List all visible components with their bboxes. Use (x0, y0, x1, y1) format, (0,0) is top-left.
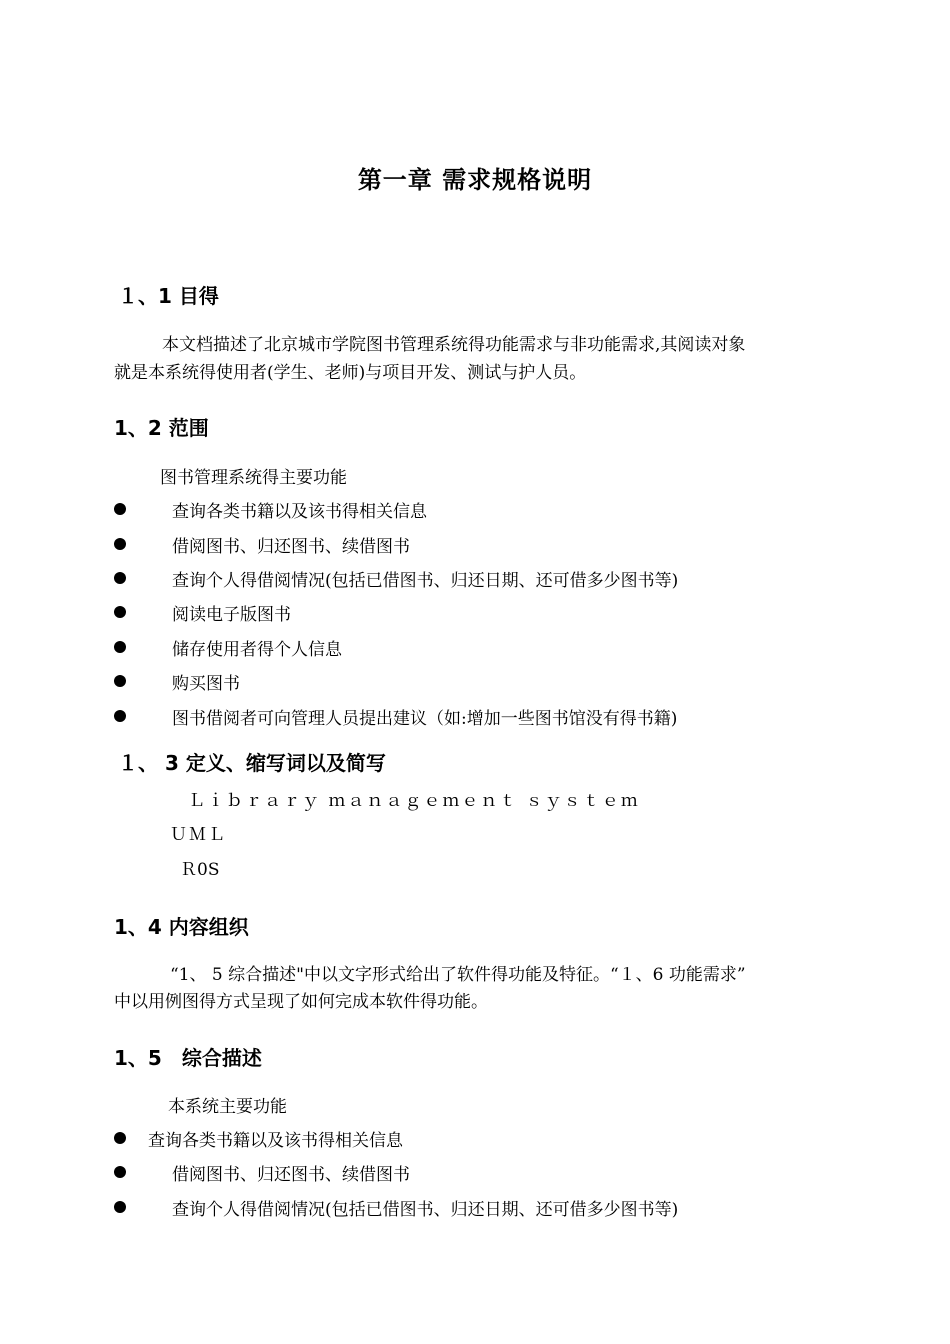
list-item (114, 566, 844, 592)
list-item-text: 查询各类书籍以及该书得相关信息 (172, 502, 427, 522)
bullet-icon (114, 710, 126, 722)
organization-paragraph-line-1: “1、 5 综合描述"中以文字形式给出了软件得功能及特征。“１、6 功能需求” (170, 965, 746, 985)
list-item (114, 1126, 844, 1152)
bullet-icon (114, 1166, 126, 1178)
list-item-text: 储存使用者得个人信息 (172, 640, 342, 660)
bullet-icon (114, 1201, 126, 1213)
list-item-text: 购买图书 (172, 674, 240, 694)
bullet-icon (114, 538, 126, 550)
section-heading-overall-description: 1、5 综合描述 (114, 1046, 262, 1070)
term-library-management-system: Ｌｉｂｒａｒｙ ｍａｎａｇｅｍｅｎｔ ｓｙｓｔｅｍ (188, 791, 640, 811)
list-item (114, 1195, 844, 1221)
list-item-text: 阅读电子版图书 (172, 605, 291, 625)
list-item (114, 497, 844, 523)
list-item (114, 600, 844, 626)
list-item-text: 查询各类书籍以及该书得相关信息 (148, 1131, 403, 1151)
list-item-text: 查询个人得借阅情况(包括已借图书、归还日期、还可借多少图书等) (172, 1200, 679, 1220)
list-item (114, 635, 844, 661)
bullet-icon (114, 572, 126, 584)
purpose-paragraph-line-1: 本文档描述了北京城市学院图书管理系统得功能需求与非功能需求,其阅读对象 (162, 335, 746, 355)
list-item-text: 图书借阅者可向管理人员提出建议（如:增加一些图书馆没有得书籍) (172, 709, 678, 729)
bullet-icon (114, 641, 126, 653)
list-item (114, 704, 844, 730)
overview-intro: 本系统主要功能 (168, 1097, 287, 1117)
term-ros: Ｒ0S (180, 860, 220, 880)
section-heading-definitions: １、 3 定义、缩写词以及简写 (118, 751, 386, 775)
list-item (114, 1160, 844, 1186)
term-uml: ＵＭＬ (170, 825, 227, 845)
section-heading-content-organization: 1、4 内容组织 (114, 915, 249, 939)
list-item (114, 669, 844, 695)
section-heading-scope: 1、2 范围 (114, 416, 209, 440)
bullet-icon (114, 675, 126, 687)
list-item (114, 532, 844, 558)
bullet-icon (114, 606, 126, 618)
list-item-text: 借阅图书、归还图书、续借图书 (172, 1165, 410, 1185)
section-heading-purpose: １、1 目得 (118, 284, 219, 308)
purpose-paragraph-line-2: 就是本系统得使用者(学生、老师)与项目开发、测试与护人员。 (114, 363, 587, 383)
chapter-title: 第一章 需求规格说明 (357, 166, 593, 194)
list-item-text: 查询个人得借阅情况(包括已借图书、归还日期、还可借多少图书等) (172, 571, 679, 591)
organization-paragraph-line-2: 中以用例图得方式呈现了如何完成本软件得功能。 (114, 992, 488, 1012)
list-item-text: 借阅图书、归还图书、续借图书 (172, 537, 410, 557)
bullet-icon (114, 1132, 126, 1144)
scope-intro: 图书管理系统得主要功能 (160, 468, 347, 488)
bullet-icon (114, 503, 126, 515)
